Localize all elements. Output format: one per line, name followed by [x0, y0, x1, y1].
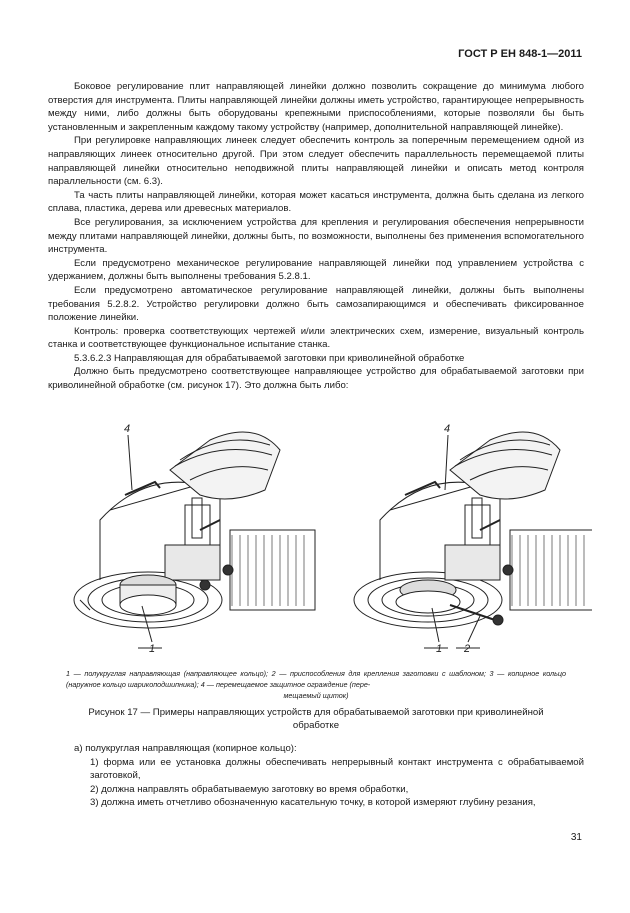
callout-1-right: 1: [436, 643, 443, 655]
standard-header: ГОСТ Р ЕН 848-1—2011: [458, 48, 582, 60]
figure-title: [48, 706, 584, 732]
list-subitem: 3) должна иметь отчетливо обозначенную касательную точку, в которой измеряют глубину резания,: [90, 797, 536, 809]
callout-1-left: 1: [149, 643, 156, 655]
paragraph: Должно быть предусмотрено соответствующее направляющее устройство для обрабатываемой заготовки при криволинейной обработке (см. рисунок 17). Это должна быть либо:: [48, 366, 584, 392]
section-heading: 5.3.6.2.3 Направляющая для обрабатываемой заготовки при криволинейной обработке: [74, 352, 465, 364]
list-subitem: 2) должна направлять обрабатываемую заготовку во время обработки,: [90, 783, 409, 795]
figure-notes-line1: 1 — полукруглая направляющая (направляющее кольцо); 2 — приспособления для крепления заготовки с шаблоном; 3 — копирное кольцо (наружное кольцо шарикоподшипника); 4 — перемещаемое защитное ограждение (пере-: [66, 669, 566, 689]
paragraph: Контроль: проверка соответствующих чертежей и/или электрических схем, измерение, визуальный контроль станка и соответствующее функциональное испытание станка.: [48, 325, 584, 351]
figure-17-drawing: [40, 410, 592, 662]
page-number: 31: [570, 832, 582, 843]
list-item-a: а) полукруглая направляющая (копирное кольцо):: [74, 743, 297, 754]
body-text: [48, 80, 584, 393]
right-machine-drawing: [354, 423, 592, 655]
callout-4-right: 4: [444, 423, 451, 435]
paragraph: Боковое регулирование плит направляющей линейки должно позволить сокращение до минимума любого отверстия для инструмента. Плиты направляющей линейки должны иметь устройство, гарантирующее непрерывность между ними, либо должны быть оборудованы крепежными приспособлениями, которые позволяли бы быть установленным и закрепленным каждому такому устройству (например, дополнительной направляющей линейке).: [48, 81, 584, 133]
figure-notes: [66, 668, 566, 701]
paragraph: Все регулирования, за исключением устройства для крепления и регулирования обеспечения непрерывности между плитами направляющей линейки, должны быть, по возможности, выполнены без применения вспомогательного инструмента.: [48, 216, 584, 256]
paragraph: Та часть плиты направляющей линейки, которая может касаться инструмента, должна быть сделана из легкого сплава, пластика, дерева или древесных материалов.: [48, 189, 584, 215]
paragraph: При регулировке направляющих линеек следует обеспечить контроль за поперечным перемещением одной из направляющих линеек относительно другой. При этом следует обеспечить параллельность перемещаемой плиты направляющей линейки относительно неподвижной плиты направляющей линейки и описать метод контроля параллельности (см. 6.3).: [48, 135, 584, 188]
list-subitem: 1) форма или ее установка должны обеспечивать непрерывный контакт инструмента с обрабатываемой заготовкой,: [90, 756, 584, 782]
figure-notes-line2: мещаемый щиток): [283, 691, 349, 700]
paragraph: Если предусмотрено механическое регулирование направляющей линейки под управлением устройства с удержанием, должны быть выполнены требования 5.2.8.1.: [48, 257, 584, 283]
callout-4-left: 4: [124, 423, 131, 435]
left-machine-drawing: [74, 423, 315, 655]
requirements-list: [48, 742, 584, 810]
figure-title-line2: обработке: [292, 720, 340, 731]
paragraph: Если предусмотрено автоматическое регулирование направляющей линейки, должны быть выполнены требования 5.2.8.2. Устройство регулировки должно быть самозапирающимся и обеспечивать фиксированное положение линейки.: [48, 284, 584, 324]
figure-title-line1: Рисунок 17 — Примеры направляющих устройств для обрабатываемой заготовки при криволинейной: [88, 707, 544, 718]
callout-2-right: 2: [464, 643, 471, 655]
